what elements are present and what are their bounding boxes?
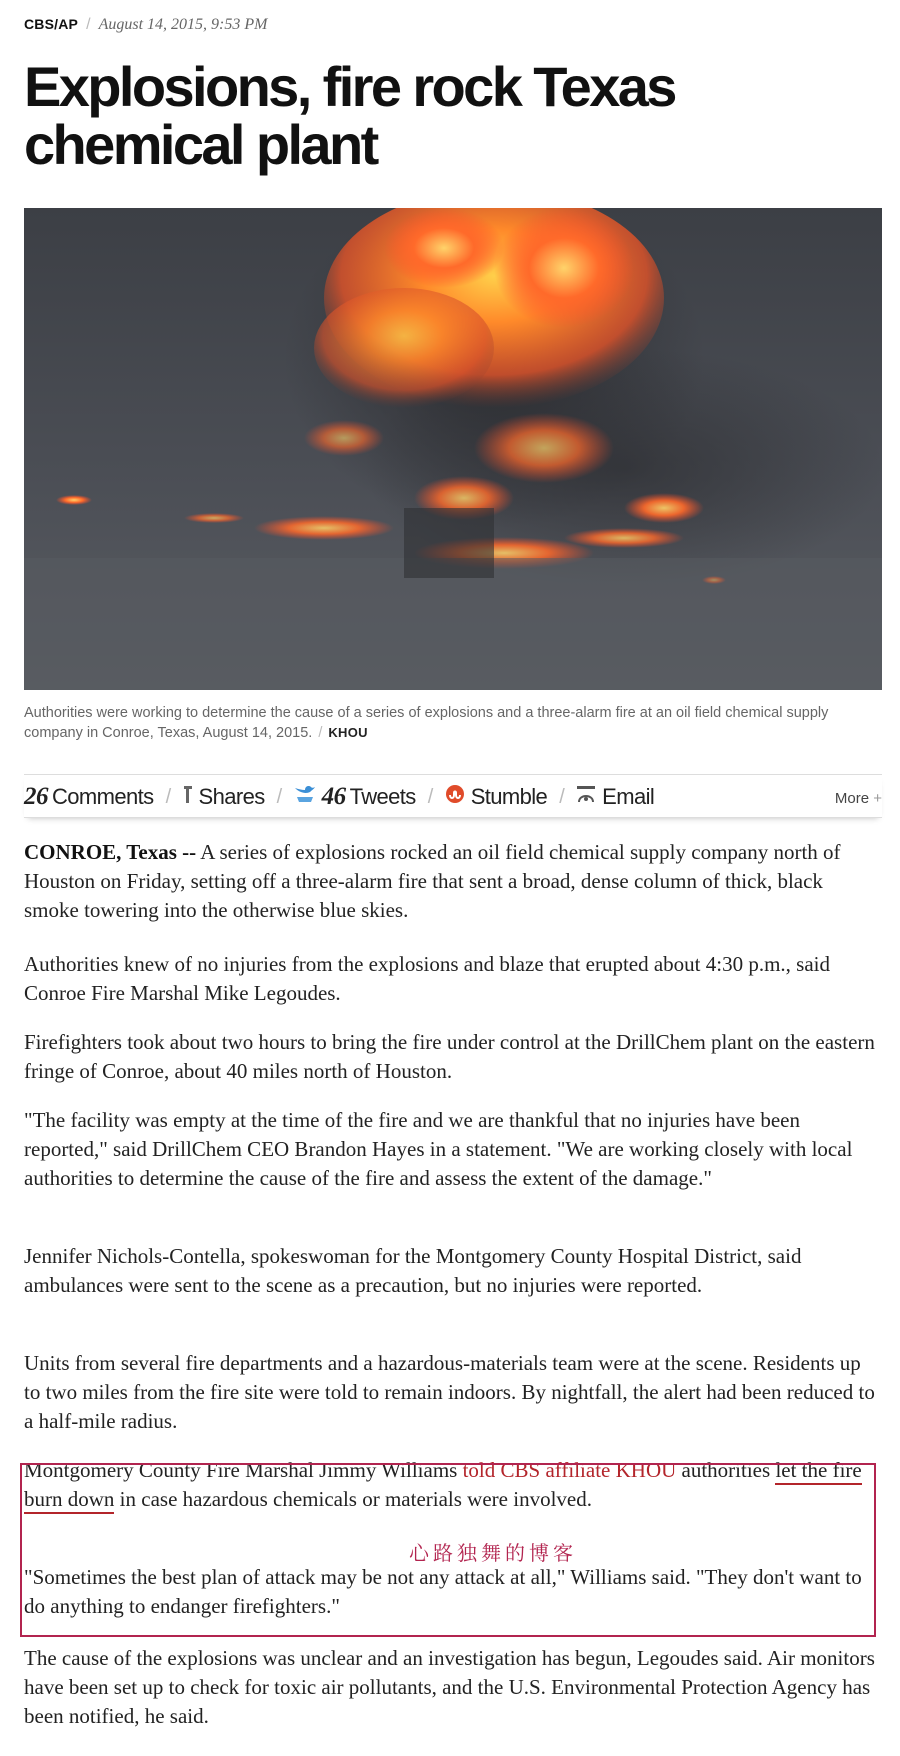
share-separator: / (165, 785, 171, 808)
source-label[interactable]: CBS/AP (24, 16, 79, 32)
paragraph-7-start: Montgomery County Fire Marshal Jimmy Williams (24, 1458, 458, 1482)
comments-label: Comments (52, 784, 154, 809)
paragraph-6: Units from several fire departments and a hazardous-materials team were at the scene. Residents up to two miles from the fire site were told to remain indoors. By nightfall, the alert had been reduced to a half-mile radius. (24, 1351, 875, 1433)
paragraph-8: "Sometimes the best plan of attack may be not any attack at all," Williams said. "They don't want to do anything to endanger firefighters." (24, 1565, 862, 1618)
paragraph-9: The cause of the explosions was unclear and an investigation has begun, Legoudes said. Air monitors have been set up to check for toxic air pollutants, and the U.S. Environmental Protection Agency has been notified, he said. (24, 1646, 875, 1728)
fire-photo-image (24, 208, 882, 690)
paragraph-7-mid: authorities (681, 1458, 771, 1482)
shares-button[interactable] (183, 784, 265, 810)
article-photo[interactable] (24, 208, 882, 690)
headline: Explosions, fire rock Texas chemical plant (24, 55, 675, 176)
khou-link[interactable]: told CBS affiliate KHOU (462, 1458, 677, 1482)
stumbleupon-icon (445, 784, 465, 810)
paragraph-1-text: A series of explosions rocked an oil field chemical supply company north of Houston on Friday, setting off a three-alarm fire that sent a broad, dense column of thick, black smoke towering into the otherwise blue skies. (24, 840, 841, 922)
publish-date: August 14, 2015, 9:53 PM (98, 16, 268, 33)
byline (24, 16, 267, 34)
paragraph-5: Jennifer Nichols-Contella, spokeswoman for the Montgomery County Hospital District, said ambulances were sent to the scene as a precaution, but no injuries were reported. (24, 1244, 802, 1297)
share-separator: / (559, 785, 565, 808)
tweets-count: 46 (321, 783, 346, 810)
paragraph-4: "The facility was empty at the time of the fire and we are thankful that no injuries have been reported," said DrillChem CEO Brandon Hayes in a statement. "We are working closely with local authorities to determine the cause of the fire and assess the extent of the damage." (24, 1108, 853, 1190)
more-share-button[interactable] (835, 790, 882, 807)
shares-label: Shares (198, 784, 265, 809)
share-bar (24, 774, 882, 818)
underlined-phrase: let the fire burn down (24, 1458, 862, 1514)
email-label: Email (602, 784, 655, 809)
paragraph-3: Firefighters took about two hours to bring the fire under control at the DrillChem plant on the eastern fringe of Conroe, about 40 miles north of Houston. (24, 1030, 875, 1083)
stumble-button[interactable] (445, 784, 548, 810)
caption-text: Authorities were working to determine the cause of a series of explosions and a three-alarm fire at an oil field chemical supply company in Conroe, Texas, August 14, 2015. (24, 705, 829, 741)
stumble-label: Stumble (470, 784, 548, 809)
twitter-bird-icon (294, 784, 316, 810)
email-button[interactable] (576, 784, 654, 810)
tweets-label: Tweets (349, 784, 416, 809)
tweets-button[interactable] (294, 783, 416, 811)
byline-separator: / (86, 16, 91, 33)
photo-credit: KHOU (328, 725, 368, 740)
paragraph-2: Authorities knew of no injuries from the explosions and blaze that erupted about 4:30 p.m., said Conroe Fire Marshal Mike Legoudes. (24, 952, 830, 1005)
paragraph-7-end: in case hazardous chemicals or materials were involved. (119, 1487, 592, 1511)
share-separator: / (427, 785, 433, 808)
comments-button[interactable] (24, 783, 154, 811)
comments-count: 26 (24, 783, 48, 810)
facebook-icon (183, 784, 193, 810)
plus-icon: + (873, 790, 882, 807)
dateline: CONROE, Texas -- (24, 840, 197, 864)
blog-watermark: 心路独舞的博客 (409, 1541, 577, 1565)
paragraph-1 (24, 838, 882, 925)
email-icon (576, 784, 596, 810)
photo-caption (24, 704, 882, 743)
more-label: More (834, 790, 870, 807)
caption-separator: / (318, 725, 323, 741)
share-separator: / (276, 785, 282, 808)
